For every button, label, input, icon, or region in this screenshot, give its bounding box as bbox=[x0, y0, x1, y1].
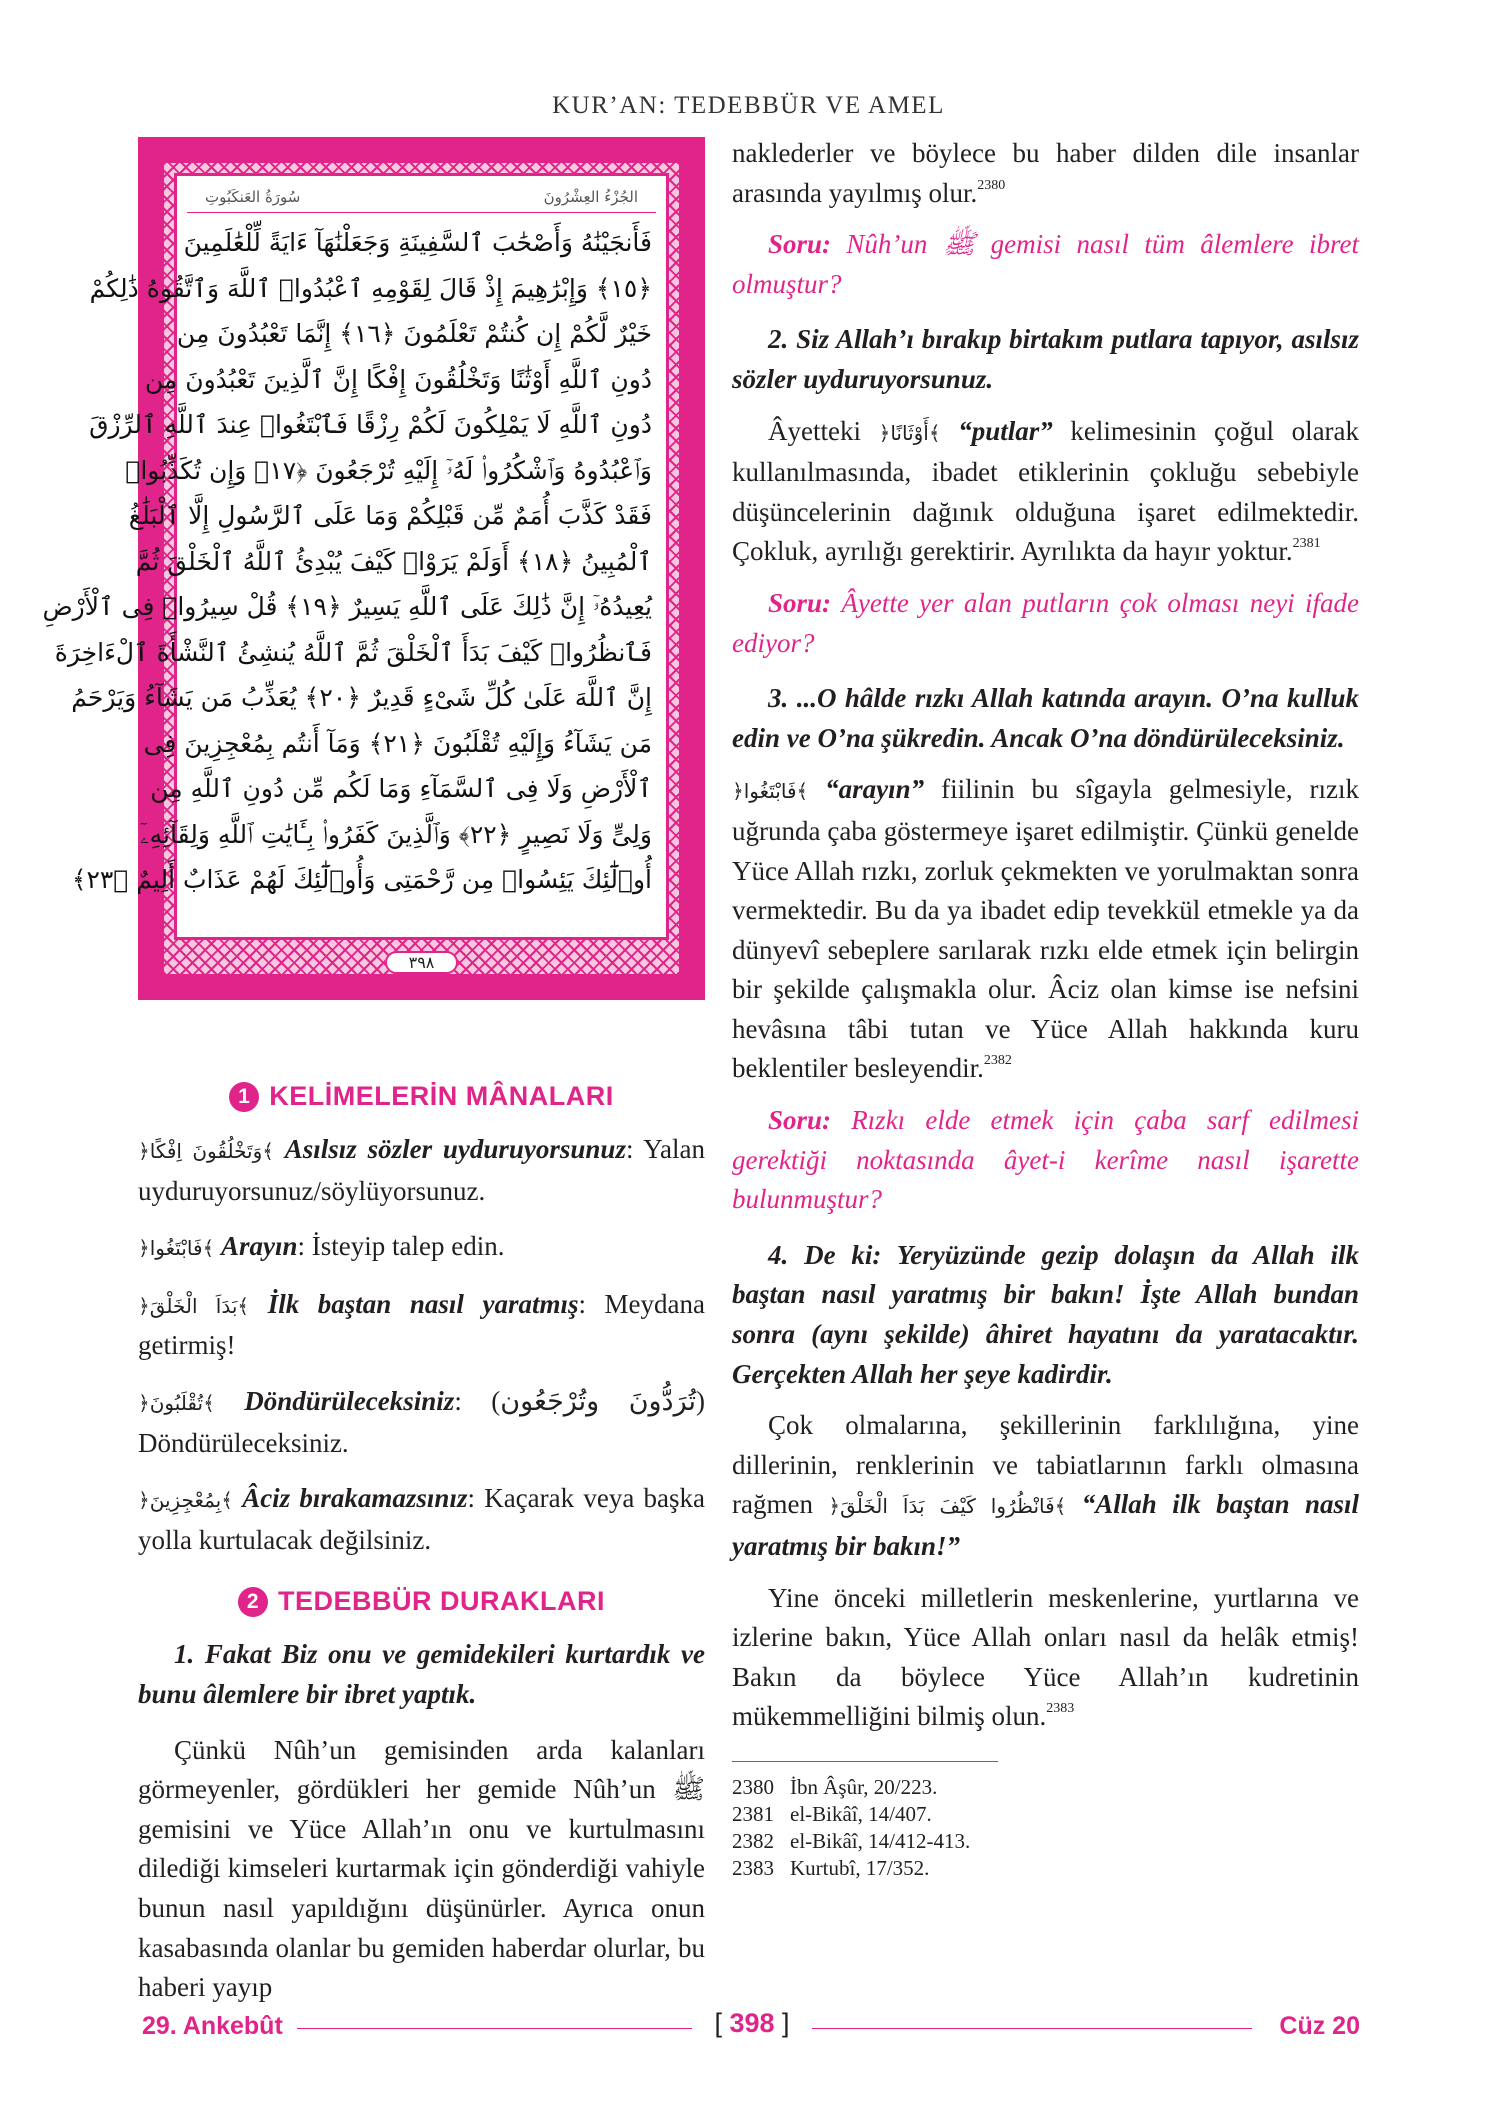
mushaf-line: ﴿١٥﴾ وَإِبْرَٰهِيمَ إِذْ قَالَ لِقَوْمِهِ ٱعْبُدُوا۟ ٱللَّهَ وَٱتَّقُوهُ ذَٰلِكُمْ bbox=[89, 273, 652, 303]
footnote-number: 2383 bbox=[732, 1855, 774, 1880]
footnote-number: 2381 bbox=[732, 1801, 774, 1826]
glossary-definition: : Yalan uyduruyorsunuz/söylüyorsunuz. bbox=[138, 1134, 706, 1206]
mushaf-line: دُونِ ٱللَّهِ أَوْثَٰنًا وَتَخْلُقُونَ إِفْكًا إِنَّ ٱلَّذِينَ تَعْبُدُونَ مِن bbox=[144, 364, 652, 394]
glossary-definition: : Kaçarak veya başka yolla kurtulacak değilsiniz. bbox=[138, 1483, 706, 1555]
commentary-paragraph bbox=[732, 1579, 1359, 1737]
paragraph-text: Âyetteki bbox=[768, 415, 861, 446]
arabic-term: ﴿أَوْثَانًا﴾ bbox=[878, 420, 941, 445]
glossary-definition: : İsteyip talep edin. bbox=[297, 1231, 505, 1262]
page-number: 398 bbox=[729, 2008, 775, 2038]
footnote-text: Kurtubî, 17/352. bbox=[790, 1855, 930, 1880]
verse-translation: 1. Fakat Biz onu ve gemidekileri kurtardık ve bunu âlemlere bir ibret yaptık. bbox=[138, 1639, 705, 1709]
mushaf-line: أُو۟لَٰٓئِكَ يَئِسُوا۟ مِن رَّحْمَتِى وَأُو۟لَٰٓئِكَ لَهُمْ عَذَابٌ أَلِيمٌ ﴿٢٣﴾ bbox=[71, 865, 652, 894]
section-heading-meanings bbox=[138, 1081, 705, 1112]
verse-translation: 4. De ki: Yeryüzünde gezip dolaşın da Allah ilk baştan nasıl yaratmış bir bakın! İşte Allah bundan sonra (aynı şekilde) âhiret hayatını da yaratacaktır. Gerçekten Allah her şeye kadirdir. bbox=[732, 1239, 1359, 1389]
footer-juz-label: Cüz 20 bbox=[1279, 2012, 1360, 2040]
paragraph-text: naklederler ve böylece bu haber dilden dile insanlar arasında yayılmış olur. bbox=[732, 138, 1359, 208]
commentary-paragraph bbox=[732, 412, 1359, 572]
glossary-term: Asılsız sözler uyduruyorsunuz bbox=[284, 1134, 626, 1164]
glossary-item bbox=[138, 1382, 705, 1463]
arabic-term: ﴿فَابْتَغُوا﴾ bbox=[138, 1236, 215, 1261]
mushaf-line: فَٱنظُرُوا۟ كَيْفَ بَدَأَ ٱلْخَلْقَ ثُمَّ ٱللَّهُ يُنشِئُ ٱلنَّشْأَةَ ٱلْءَاخِرَةَ bbox=[54, 637, 652, 667]
verse-translation: 3. ...O hâlde rızkı Allah katında arayın. O’na kulluk edin ve O’na şükredin. Ancak O’na döndürüleceksiniz. bbox=[732, 683, 1359, 753]
arabic-term: ﴿وَتَخْلُقُونَ اِفْكًا﴾ bbox=[138, 1139, 274, 1163]
running-head: KUR’AN: TEDEBBÜR VE AMEL bbox=[552, 92, 945, 119]
question-label: Soru: bbox=[768, 587, 832, 618]
mushaf-page-number-text: ٣٩٨ bbox=[385, 951, 459, 974]
section-number-badge: 2 bbox=[238, 1587, 268, 1617]
mushaf-line: فَقَدْ كَذَّبَ أُمَمٌ مِّن قَبْلِكُمْ وَمَا عَلَى ٱلرَّسُولِ إِلَّا ٱلْبَلَٰغُ bbox=[128, 501, 652, 530]
question bbox=[732, 225, 1359, 304]
mushaf-line: ٱلْمُبِينُ ﴿١٨﴾ أَوَلَمْ يَرَوْا۟ كَيْفَ يُبْدِئُ ٱللَّهُ ٱلْخَلْقَ ثُمَّ bbox=[135, 546, 652, 576]
glossary-definition: : Meydana getirmiş! bbox=[138, 1288, 705, 1361]
paragraph-text: Yine önceki milletlerin meskenlerine, yurtlarına ve izlerine bakın, Yüce Allah onları nasıl da helâk etmiş! Bakın da böylece Yüce Allah’ın kudretinin mükemmelliğini bilmiş olun. bbox=[732, 1582, 1359, 1732]
glossary-term: İlk baştan nasıl yaratmış bbox=[267, 1288, 579, 1319]
paragraph-text: kelimesinin çoğul olarak kullanılmasında, ibadet etiklerinin çokluğu sebebiyle düşüncelerinin dağınık olduğuna işaret edilmektedir. Çokluk, ayrılığı gerektirir. Ayrılıkta da hayır yoktur. bbox=[732, 415, 1360, 567]
glossary-term: Arayın bbox=[220, 1231, 298, 1262]
commentary-paragraph bbox=[732, 770, 1359, 1089]
mushaf-line: إِنَّ ٱللَّهَ عَلَىٰ كُلِّ شَىْءٍ قَدِيرٌ ﴿٢٠﴾ يُعَذِّبُ مَن يَشَآءُ وَيَرْحَمُ bbox=[71, 683, 652, 712]
mushaf-header bbox=[187, 182, 656, 213]
question bbox=[732, 584, 1359, 663]
section-title: KELİMELERİN MÂNALARI bbox=[269, 1081, 614, 1111]
mushaf-line: خَيْرٌ لَّكُمْ إِن كُنتُمْ تَعْلَمُونَ ﴿١٦﴾ إِنَّمَا تَعْبُدُونَ مِن bbox=[176, 319, 652, 348]
mushaf-page-number bbox=[164, 953, 679, 972]
glossary-item bbox=[138, 1479, 705, 1560]
footnote-ref[interactable]: 2383 bbox=[1046, 1701, 1075, 1717]
footnote-ref[interactable]: 2381 bbox=[1292, 536, 1321, 552]
page-footer bbox=[142, 2008, 1360, 2048]
footer-rule-left bbox=[297, 2028, 692, 2029]
glossary-definition: : (تُرَدُّونَ وتُرْجَعُون) Döndürüleceksiniz. bbox=[138, 1385, 705, 1458]
question bbox=[732, 1101, 1359, 1220]
quoted-term: “Allah ilk baştan nasıl yaratmış bir bakın!” bbox=[732, 1489, 1360, 1561]
footnote bbox=[732, 1828, 1359, 1855]
footnote-ref[interactable]: 2380 bbox=[977, 177, 1006, 193]
footer-surah-name: 29. Ankebût bbox=[142, 2012, 283, 2040]
glossary-item bbox=[138, 1227, 705, 1269]
paragraph-text: fiilinin bu sîgayla gelmesiyle, rızık uğrunda çaba göstermeye işaret edilmiştir. Çünkü genelde Yüce Allah rızkı, zorluk çekmekten ve yorulmaktan sonra vermektedir. Bu da ya ibadet edip tevekkül etmekle ya da dünyevî sebeplere sarılarak rızkı elde etmek için belirgin bir şekilde çalışmakla olur. Âciz olan kimse ise nefsini hevâsına tâbi tutan ve Yüce Allah hakkında kuru beklentiler besleyendir. bbox=[732, 774, 1360, 1084]
commentary-paragraph bbox=[732, 1406, 1359, 1566]
arabic-term: ﴿فَابْتَغُوا﴾ bbox=[732, 779, 809, 804]
footnote-divider bbox=[732, 1761, 998, 1762]
question-label: Soru: bbox=[768, 1105, 832, 1136]
footnote bbox=[732, 1774, 1359, 1801]
arabic-term: ﴿بِمُعْجِزِينَ﴾ bbox=[138, 1488, 233, 1513]
glossary-term: Âciz bırakamazsınız bbox=[242, 1483, 468, 1514]
footnote-text: el-Bikâî, 14/412-413. bbox=[790, 1828, 971, 1853]
glossary-item bbox=[138, 1285, 705, 1366]
question-label: Soru: bbox=[768, 229, 832, 260]
footnote-ref[interactable]: 2382 bbox=[983, 1053, 1012, 1069]
mushaf-line: فَأَنجَيْنَٰهُ وَأَصْحَٰبَ ٱلسَّفِينَةِ وَجَعَلْنَٰهَآ ءَايَةً لِّلْعَٰلَمِينَ bbox=[183, 228, 652, 257]
question-text: Nûh’un ﷺ gemisi nasıl tüm âlemlere ibret olmuştur? bbox=[732, 229, 1359, 299]
commentary-paragraph bbox=[732, 134, 1359, 213]
quoted-term: “putlar” bbox=[958, 415, 1053, 446]
arabic-term: ﴿تُقْلَبُونَ﴾ bbox=[138, 1390, 215, 1415]
section-number-badge: 1 bbox=[229, 1082, 259, 1112]
mushaf-line: وَلِىٍّ وَلَا نَصِيرٍ ﴿٢٢﴾ وَٱلَّذِينَ كَفَرُوا۟ بِـَٔايَٰتِ ٱللَّهِ وَلِقَآئِهِۦٓ bbox=[140, 819, 652, 849]
paragraph-text: Çok olmalarına, şekillerinin farklılığına, yine dillerinin, renklerinin ve tabiatlarının farklı olmasına rağmen bbox=[732, 1410, 1359, 1520]
mushaf-juz-label: الجُزْءُ العِشْرُونَ bbox=[543, 188, 638, 206]
commentary-paragraph: Çünkü Nûh’un gemisinden arda kalanları görmeyenler, gördükleri her gemide Nûh’un ﷺ gemisini ve Yüce Allah’ın onu ve kurtulmasını dilediği kimseleri kurtarmak için gönderdiği vahiyle bunun nasıl yapıldığını düşünürler. Ayrıca onun kasabasında olanlar bu gemiden haberdar olurlar, bu haberi yayıp bbox=[138, 1734, 705, 2003]
arabic-term: ﴿فَانْظُرُوا كَيْفَ بَدَاَ الْخَلْقَ﴾ bbox=[828, 1494, 1067, 1519]
arabic-term: ﴿بَدَاَ الْخَلْقَ﴾ bbox=[138, 1293, 250, 1318]
mushaf-line: دُونِ ٱللَّهِ لَا يَمْلِكُونَ لَكُمْ رِزْقًا فَٱبْتَغُوا۟ عِندَ ٱللَّهِ ٱلرِّزْقَ bbox=[89, 410, 652, 439]
footnote bbox=[732, 1801, 1359, 1828]
footnote-text: İbn Âşûr, 20/223. bbox=[790, 1774, 938, 1799]
mushaf-line: مَن يَشَآءُ وَإِلَيْهِ تُقْلَبُونَ ﴿٢١﴾ وَمَآ أَنتُم بِمُعْجِزِينَ فِى bbox=[143, 728, 652, 758]
mushaf-line: وَٱعْبُدُوهُ وَٱشْكُرُوا۟ لَهُۥٓ إِلَيْهِ تُرْجَعُونَ ﴿١٧﴾ وَإِن تُكَذِّبُوا۟ bbox=[125, 455, 652, 485]
mushaf-line: يُعِيدُهُۥٓ إِنَّ ذَٰلِكَ عَلَى ٱللَّهِ يَسِيرٌ ﴿١٩﴾ قُلْ سِيرُوا۟ فِى ٱلْأَرْضِ bbox=[42, 592, 652, 621]
question-text: Âyette yer alan putların çok olması neyi ifade ediyor? bbox=[732, 587, 1359, 658]
verse-translation: 2. Siz Allah’ı bırakıp birtakım putlara tapıyor, asılsız sözler uyduruyorsunuz. bbox=[732, 324, 1359, 394]
footnote bbox=[732, 1855, 1359, 1882]
section-heading-reflection bbox=[138, 1586, 705, 1617]
glossary-item bbox=[138, 1130, 705, 1211]
mushaf-line: ٱلْأَرْضِ وَلَا فِى ٱلسَّمَآءِ وَمَا لَكُم مِّن دُونِ ٱللَّهِ مِن bbox=[150, 774, 652, 803]
quoted-term: “arayın” bbox=[825, 774, 925, 805]
question-text: Rızkı elde etmek için çaba sarf edilmesi gerektiği noktasında âyet-i kerîme nasıl işarette bulunmuştur? bbox=[732, 1105, 1359, 1215]
footnote-text: el-Bikâî, 14/407. bbox=[790, 1801, 932, 1826]
mushaf-surah-label: سُورَةُ العَنكَبُوتِ bbox=[205, 188, 301, 206]
footnote-number: 2382 bbox=[732, 1828, 774, 1853]
mushaf-page-frame bbox=[42, 137, 705, 1000]
mushaf-arabic-text bbox=[42, 220, 652, 927]
right-column bbox=[732, 134, 1359, 1882]
footer-page-number: [ 398 ] bbox=[714, 2008, 790, 2038]
footnote-number: 2380 bbox=[732, 1774, 774, 1799]
glossary-term: Döndürüleceksiniz bbox=[244, 1385, 455, 1416]
footer-rule-right bbox=[812, 2028, 1252, 2029]
mushaf-page-inner bbox=[42, 173, 669, 940]
left-column bbox=[138, 1055, 705, 2008]
section-title: TEDEBBÜR DURAKLARI bbox=[278, 1586, 605, 1617]
